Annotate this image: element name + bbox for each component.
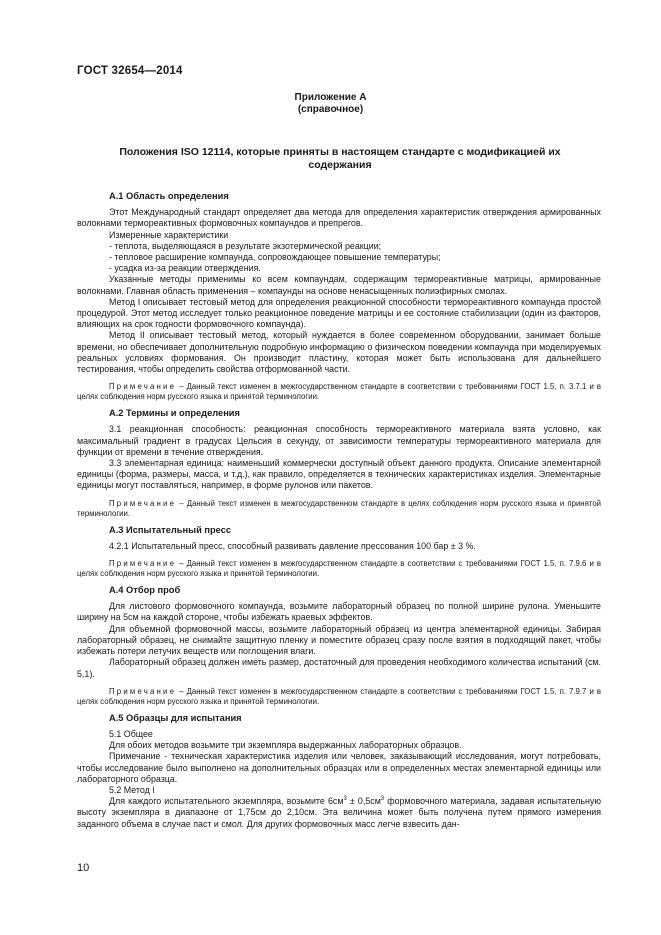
paragraph: Указанные методы применимы ко всем компаундам, содержащим термореактивные матрицы, армированные волокнами. Главная область применения – компаунды на основе ненасыщенных полиэфирных смолах. [77, 274, 601, 296]
appendix-title: Положения ISO 12114, которые приняты в настоящем стандарте с модификацией их содержания [119, 146, 561, 171]
list-item: - усадка из-за реакции отверждения. [109, 263, 261, 274]
list-item: - теплота, выделяющаяся в результате экзотермической реакции; [109, 240, 382, 251]
paragraph: Метод I описывает тестовый метод для определения реакционной способности термореактивного компаунда простой процедурой. Этот метод исследует только реакционное поведение матрицы и ее состояние стабилизации (один из факторов, влияющих на срок годности формовочного компаунда). [77, 296, 601, 330]
note-dash: – [179, 559, 184, 569]
paragraph: Примечание - техническая характеристика изделия или человек, заказывающий исследования, могут потребовать, чтобы исследование было выполнено на дополнительных образцах или в определенных местах элементарной единицы или лабораторного образца. [77, 751, 601, 784]
section-heading-a3: А.3 Испытательный пресс [109, 524, 232, 535]
subsection-title: 5.1 Общее [109, 728, 153, 739]
section-heading-a1: А.1 Область определения [109, 191, 229, 201]
note-dash: – [179, 498, 184, 508]
note-label: Примечание [109, 559, 177, 569]
paragraph: Метод II описывает тестовый метод, который нуждается в более современном оборудовании, занимает больше времени, но обеспечивает дополнительную подробную информацию о физическом поведении компаунда при моделируемых реальных условиях формования. Он производит пластину, которая может быть использована для дальнейшего тестирования, чтобы определить свойства отформованной части. [77, 330, 601, 375]
paragraph: 3.1 реакционная способность: реакционная способность термореактивного материала взята условно, как максимальный градиент в градусах Цельсия в секунду, от зависимости температуры термореактивного материала для функции от времени в течение отверждения. [77, 424, 601, 457]
note-label: Примечание [109, 382, 177, 392]
paragraph [77, 796, 601, 830]
note-dash: – [179, 382, 184, 392]
paragraph: Для листового формовочного компаунда, возьмите лабораторный образец по полной ширине рулона. Уменьшите ширину на 5см на каждой стороне, чтобы избежать краевых эффектов. [77, 601, 601, 623]
paragraph: 4.2.1 Испытательный пресс, способный развивать давление прессования 100 бар ± 3 %. [109, 540, 476, 551]
paragraph: Этот Международный стандарт определяет два метода для определения характеристик отверждения армированных волокнами термореактивных формовочных компаундов и препрегов. [77, 207, 601, 229]
note-text: Данный текст изменен в межгосударственном стандарте в целях соблюдения норм русского языка и принятой терминологии. [77, 498, 602, 518]
document-body [77, 185, 601, 830]
subsection-title: 5.2 Метод I [109, 784, 155, 795]
paragraph: Лабораторный образец должен иметь размер, достаточный для проведения необходимого количества испытаний (см. 5.1). [77, 657, 601, 679]
appendix-type: (справочное) [297, 104, 364, 115]
paragraph: Для обоих методов возьмите три экземпляра выдержанных лабораторных образцов. [109, 740, 462, 751]
text-part: формовочного материала, задавая испытательную высоту экземпляра в диапазоне от 1,75см до 2,10см. Эта величина может быть получена путем прямого измерения заданного объема в случае паст и смол. Для других формовочных масс легче взвесить дан- [77, 796, 601, 829]
section-heading-a4: А.4 Отбор проб [109, 585, 181, 596]
section-heading-a5: А.5 Образцы для испытания [109, 712, 242, 723]
note-text: Данный текст изменен в межгосударственном стандарте в соответствии с требованиями ГОСТ 1.5, п. 3.7.1 и в целях соблюдения норм русского языка и принятой терминологии. [77, 382, 601, 402]
note [77, 559, 601, 579]
paragraph: 3.3 элементарная единица: наименьший коммерчески доступный объект данного продукта. Описание элементарной единицы (форма, размеры, масса, и т.д.), как правило, определяется в технических характеристиках изделия. Элементарные единицы могут поставляться, например, в форме рулонов или пакетов. [77, 458, 601, 491]
appendix-label: Приложение А [294, 92, 367, 103]
note-dash: – [179, 686, 184, 696]
note-text: Данный текст изменен в межгосударственном стандарте в соответствии с требованиями ГОСТ 1.5, п. 7.9.7 и в целях соблюдения норм русского языка и принятой терминологии. [77, 686, 601, 706]
paragraph: Для объемной формовочной массы, возьмите лабораторный образец из центра элементарной единицы. Забирая лабораторный образец, не снимайте защитную пленку и поместите образец сразу после взятия в подходящий пакет, чтобы избежать потери летучих веществ или поглощения влаги. [77, 623, 601, 657]
note-text: Данный текст изменен в межгосударственном стандарте в соответствии с требованиями ГОСТ 1.5, п. 7.9.6 и в целях соблюдения норм русского языка и принятой терминологии. [77, 559, 601, 579]
note-label: Примечание [109, 498, 177, 508]
text-part: Для каждого испытательного экземпляра, возьмите 6см [109, 796, 344, 807]
page-number: 10 [77, 862, 90, 874]
note [77, 687, 601, 707]
superscript: 3 [380, 796, 385, 803]
paragraph: Измеренные характеристики [109, 229, 229, 240]
note [77, 382, 601, 402]
section-heading-a2: А.2 Термины и определения [109, 408, 240, 419]
list-item: - тепловое расширение компаунда, сопровождающее повышение температуры; [109, 252, 441, 263]
standard-number: ГОСТ 32654—2014 [77, 65, 183, 77]
note [77, 499, 601, 519]
note-label: Примечание [109, 686, 177, 696]
superscript: 3 [343, 796, 347, 803]
text-part: ± 0,5см [346, 796, 381, 807]
